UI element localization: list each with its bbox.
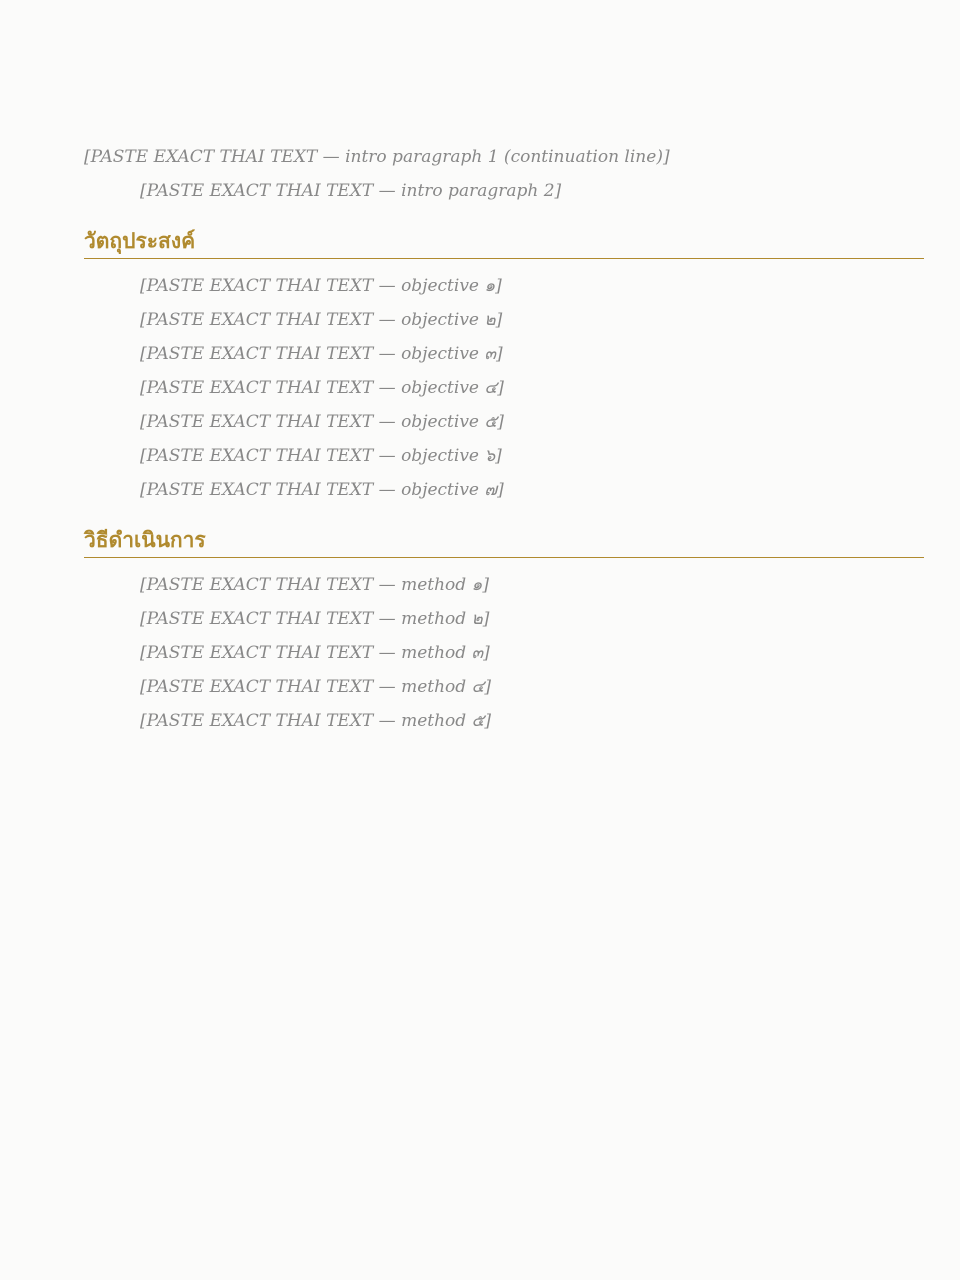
section-divider [84,258,924,259]
objective-item: [PASTE EXACT THAI TEXT — objective ๕] [140,412,504,432]
objective-item: [PASTE EXACT THAI TEXT — objective ๑] [140,276,502,296]
objective-item: [PASTE EXACT THAI TEXT — objective ๓] [140,344,503,364]
method-item: [PASTE EXACT THAI TEXT — method ๒] [140,609,490,629]
section-heading-objectives: วัตถุประสงค์ [84,228,196,253]
method-item: [PASTE EXACT THAI TEXT — method ๓] [140,643,490,663]
method-item: [PASTE EXACT THAI TEXT — method ๕] [140,711,492,731]
objective-item: [PASTE EXACT THAI TEXT — objective ๗] [140,480,504,500]
method-item: [PASTE EXACT THAI TEXT — method ๔] [140,677,492,697]
section-divider [84,557,924,558]
method-item: [PASTE EXACT THAI TEXT — method ๑] [140,575,489,595]
objective-item: [PASTE EXACT THAI TEXT — objective ๔] [140,378,504,398]
objective-item: [PASTE EXACT THAI TEXT — objective ๒] [140,310,503,330]
section-heading-methods: วิธีดำเนินการ [84,527,206,552]
intro-paragraph: [PASTE EXACT THAI TEXT — intro paragraph 2] [140,181,562,201]
objective-item: [PASTE EXACT THAI TEXT — objective ๖] [140,446,502,466]
intro-paragraph: [PASTE EXACT THAI TEXT — intro paragraph 1 (continuation line)] [84,147,670,167]
